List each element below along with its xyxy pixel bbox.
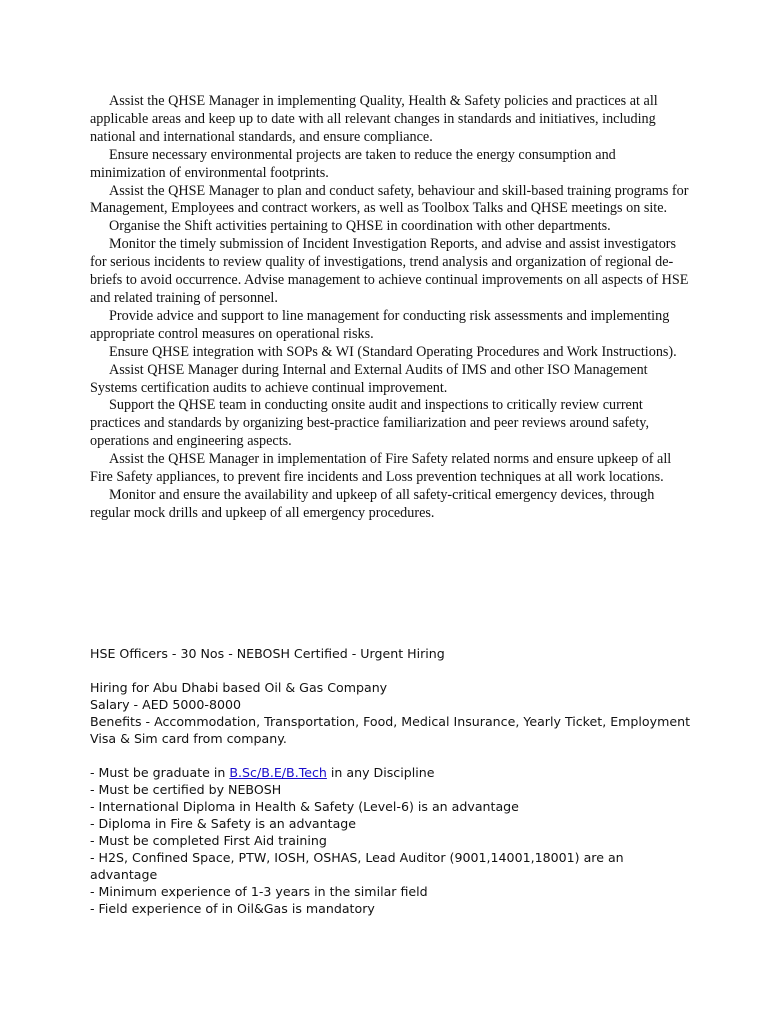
requirement-item: - Must be certified by NEBOSH — [90, 782, 282, 797]
job-title: HSE Officers - 30 Nos - NEBOSH Certified - Urgent Hiring — [90, 646, 445, 661]
requirement-item: - Minimum experience of 1-3 years in the similar field — [90, 884, 428, 899]
duty-paragraph: Assist the QHSE Manager to plan and conduct safety, behaviour and skill-based training programs for Management, Employees and contract workers, as well as Toolbox Talks and QHSE meetings on site. — [90, 182, 689, 217]
duty-paragraph: Monitor and ensure the availability and upkeep of all safety-critical emergency devices, through regular mock drills and upkeep of all emergency procedures. — [90, 486, 655, 521]
duty-paragraph: Assist QHSE Manager during Internal and External Audits of IMS and other ISO Management Systems certification audits to achieve continual improvement. — [90, 361, 648, 396]
duty-paragraph: Assist the QHSE Manager in implementing Quality, Health & Safety policies and practices at all applicable areas and keep up to date with all relevant changes in standards and initiatives, including national and international standards, and ensure compliance. — [90, 93, 658, 145]
duty-paragraph: Organise the Shift activities pertaining to QHSE in coordination with other departments. — [109, 218, 611, 235]
salary-text: Salary - AED 5000-8000 — [90, 697, 242, 712]
benefits-text: Benefits - Accommodation, Transportation, Food, Medical Insurance, Yearly Ticket, Employment Visa & Sim card from company. — [90, 714, 691, 746]
duty-paragraph: Ensure QHSE integration with SOPs & WI (Standard Operating Procedures and Work Instructions). — [109, 343, 677, 360]
duty-paragraph: Monitor the timely submission of Incident Investigation Reports, and advise and assist investigators for serious incidents to review quality of investigations, trend analysis and organization of regional de-briefs to avoid occurrence. Advise management to achieve continual improvements on all aspects of HSE and related training of personnel. — [90, 236, 689, 306]
requirement-item: - Must be completed First Aid training — [90, 833, 327, 848]
requirement-graduate-suffix: in any Discipline — [326, 765, 435, 780]
requirement-item: - H2S, Confined Space, PTW, IOSH, OSHAS, Lead Auditor (9001,14001,18001) are an advantage — [90, 850, 624, 882]
requirement-graduate-prefix: - Must be graduate in — [90, 765, 230, 780]
duty-paragraph: Provide advice and support to line management for conducting risk assessments and implementing appropriate control measures on operational risks. — [90, 307, 670, 342]
spacer — [90, 662, 690, 679]
requirement-item: - Field experience of in Oil&Gas is mandatory — [90, 901, 375, 916]
requirement-item: - International Diploma in Health & Safety (Level-6) is an advantage — [90, 799, 519, 814]
job-posting-section — [90, 645, 690, 917]
duty-paragraph: Support the QHSE team in conducting onsite audit and inspections to critically review current practices and standards by organizing best-practice familiarization and peer reviews around safety, operations and engineering aspects. — [90, 397, 649, 450]
hiring-for-text: Hiring for Abu Dhabi based Oil & Gas Company — [90, 680, 388, 695]
spacer — [90, 747, 690, 764]
duty-paragraph: Ensure necessary environmental projects are taken to reduce the energy consumption and minimization of environmental footprints. — [90, 146, 616, 181]
requirement-item: - Diploma in Fire & Safety is an advantage — [90, 816, 357, 831]
requirement-graduate — [90, 764, 690, 781]
duty-paragraph: Assist the QHSE Manager in implementation of Fire Safety related norms and ensure upkeep of all Fire Safety appliances, to prevent fire incidents and Loss prevention techniques at all work locations. — [90, 451, 672, 486]
degree-link[interactable]: B.Sc/B.E/B.Tech — [229, 765, 327, 780]
qhse-duties-section — [90, 93, 690, 523]
